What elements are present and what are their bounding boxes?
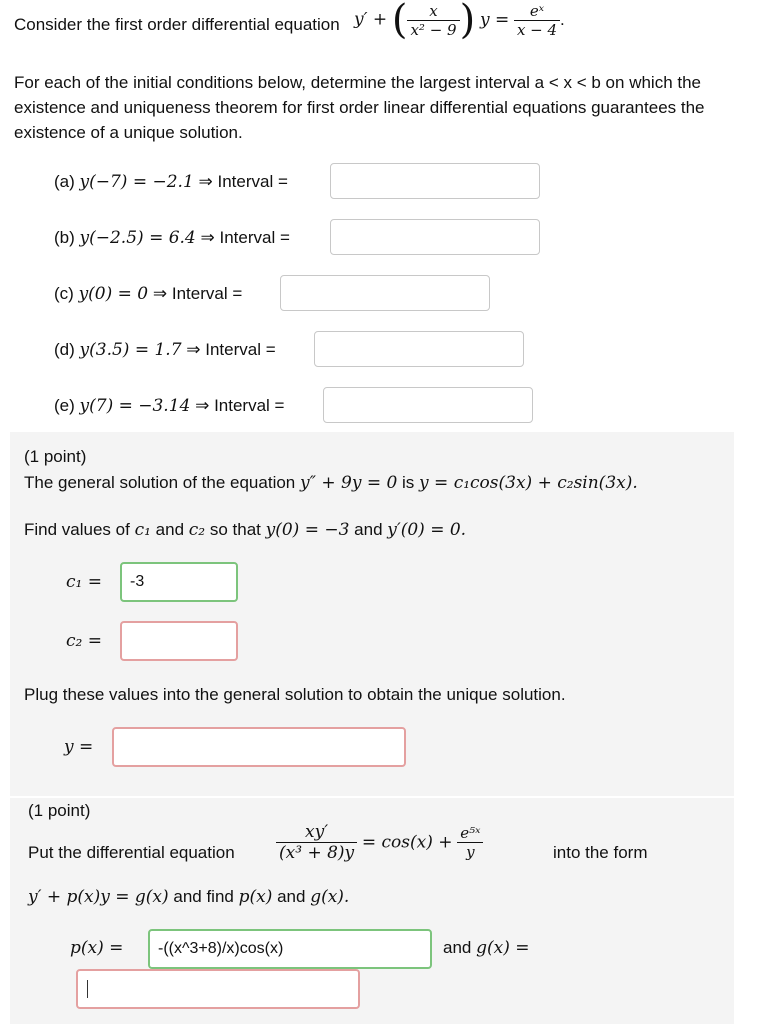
is-text: is bbox=[402, 473, 415, 492]
condition-2: y′(0) = 0. bbox=[387, 520, 467, 540]
problem1-equation bbox=[354, 0, 565, 43]
and-text: and bbox=[277, 887, 306, 906]
c1-label: c₁ = bbox=[66, 572, 102, 592]
implies-icon: ⇒ bbox=[198, 172, 213, 191]
problem2-points: (1 point) bbox=[24, 447, 87, 466]
item-c-prefix: (c) bbox=[54, 284, 74, 303]
condition-1: y(0) = −3 bbox=[265, 520, 350, 540]
item-d-label bbox=[54, 340, 276, 360]
frac2-num: eˣ bbox=[529, 1, 545, 20]
p-input[interactable] bbox=[148, 929, 432, 969]
ode-equation: y″ + 9y = 0 bbox=[300, 473, 398, 493]
fraction-e5x-over-y bbox=[457, 824, 483, 861]
unique-solution-input[interactable] bbox=[112, 727, 406, 767]
item-b-condition: y(−2.5) = 6.4 bbox=[79, 228, 196, 248]
c2-label: c₂ = bbox=[66, 631, 102, 651]
implies-icon: ⇒ bbox=[200, 228, 215, 247]
and-text-2: and bbox=[354, 520, 383, 539]
item-a-condition: y(−7) = −2.1 bbox=[79, 172, 194, 192]
into-text: into the form bbox=[553, 843, 648, 862]
c1-input[interactable] bbox=[120, 562, 238, 602]
interval-a-input[interactable] bbox=[330, 163, 540, 199]
item-e-condition: y(7) = −3.14 bbox=[79, 396, 191, 416]
problem1-intro bbox=[14, 12, 340, 37]
problem2-statement bbox=[24, 470, 638, 496]
p-label: p(x) = bbox=[70, 938, 124, 958]
frac2-den: x − 4 bbox=[514, 20, 560, 39]
c2-symbol: c₂ bbox=[188, 520, 206, 540]
item-a-label bbox=[54, 172, 288, 192]
interval-d-input[interactable] bbox=[314, 331, 524, 367]
and-text: and bbox=[155, 520, 185, 539]
problem3-equation bbox=[276, 822, 483, 863]
frac1-den: x² − 9 bbox=[407, 20, 459, 39]
g-and-text: and bbox=[443, 938, 472, 957]
item-b-interval-label: Interval = bbox=[219, 228, 290, 247]
implies-icon: ⇒ bbox=[195, 396, 210, 415]
item-b-label bbox=[54, 228, 290, 248]
item-a-interval-label: Interval = bbox=[217, 172, 288, 191]
item-d-interval-label: Interval = bbox=[205, 340, 276, 359]
frac2-den: y bbox=[457, 842, 483, 861]
item-c-condition: y(0) = 0 bbox=[78, 284, 149, 304]
item-b-prefix: (b) bbox=[54, 228, 75, 247]
put-text: Put the differential equation bbox=[28, 843, 235, 862]
g-symbol: g(x). bbox=[310, 887, 350, 907]
general-text: The general solution of the equation bbox=[24, 473, 296, 492]
frac-num: xy′ bbox=[305, 822, 329, 842]
intro-text: Consider the first order differential equation bbox=[14, 15, 340, 34]
eq-cos: = cos(x) + bbox=[361, 832, 453, 853]
eq-yprime: y′ + bbox=[354, 9, 388, 30]
frac2-num: e⁵ˣ bbox=[460, 824, 481, 842]
c1-symbol: c₁ bbox=[134, 520, 151, 540]
interval-c-input[interactable] bbox=[280, 275, 490, 311]
and-find-text: and find bbox=[173, 887, 234, 906]
problem1-instructions: For each of the initial conditions below, determine the largest interval a < x < b on which the existence and uniqueness theorem for first order linear differential equations guarantees the existence of a unique solution. bbox=[14, 73, 705, 142]
item-a-prefix: (a) bbox=[54, 172, 75, 191]
c2-input[interactable] bbox=[120, 621, 238, 661]
plug-text: Plug these values into the general solution to obtain the unique solution. bbox=[24, 685, 566, 704]
fraction-ex-over-x-4 bbox=[514, 2, 560, 39]
general-solution: y = c₁cos(3x) + c₂sin(3x). bbox=[419, 473, 638, 493]
implies-icon: ⇒ bbox=[186, 340, 201, 359]
so-that-text: so that bbox=[209, 520, 261, 539]
item-e-prefix: (e) bbox=[54, 396, 75, 415]
interval-e-input[interactable] bbox=[323, 387, 533, 423]
problem2-find bbox=[24, 517, 466, 543]
frac-den: (x³ + 8)y bbox=[276, 842, 357, 863]
item-e-interval-label: Interval = bbox=[214, 396, 285, 415]
find-text: Find values of bbox=[24, 520, 130, 539]
g-label-text: g(x) = bbox=[476, 938, 530, 958]
frac1-num: x bbox=[429, 1, 438, 20]
period: . bbox=[560, 10, 565, 29]
linear-form: y′ + p(x)y = g(x) bbox=[28, 887, 169, 907]
text-cursor bbox=[87, 980, 88, 998]
fraction-xyprime-over-x3-8-y bbox=[276, 822, 357, 863]
eq-y-eq: y = bbox=[479, 10, 510, 30]
implies-icon: ⇒ bbox=[152, 284, 168, 303]
right-paren: ) bbox=[459, 0, 476, 43]
item-c-interval-label: Interval = bbox=[171, 284, 243, 303]
y-label: y = bbox=[64, 737, 94, 757]
g-label bbox=[443, 938, 530, 958]
interval-b-input[interactable] bbox=[330, 219, 540, 255]
g-input[interactable] bbox=[76, 969, 360, 1009]
item-e-label bbox=[54, 396, 284, 416]
p-symbol: p(x) bbox=[238, 887, 273, 907]
item-c-label bbox=[54, 284, 242, 304]
item-d-prefix: (d) bbox=[54, 340, 75, 359]
fraction-x-over-x2-9 bbox=[407, 2, 459, 39]
problem3-points: (1 point) bbox=[28, 801, 91, 820]
problem3-form bbox=[28, 884, 349, 910]
left-paren: ( bbox=[391, 0, 408, 43]
item-d-condition: y(3.5) = 1.7 bbox=[79, 340, 182, 360]
